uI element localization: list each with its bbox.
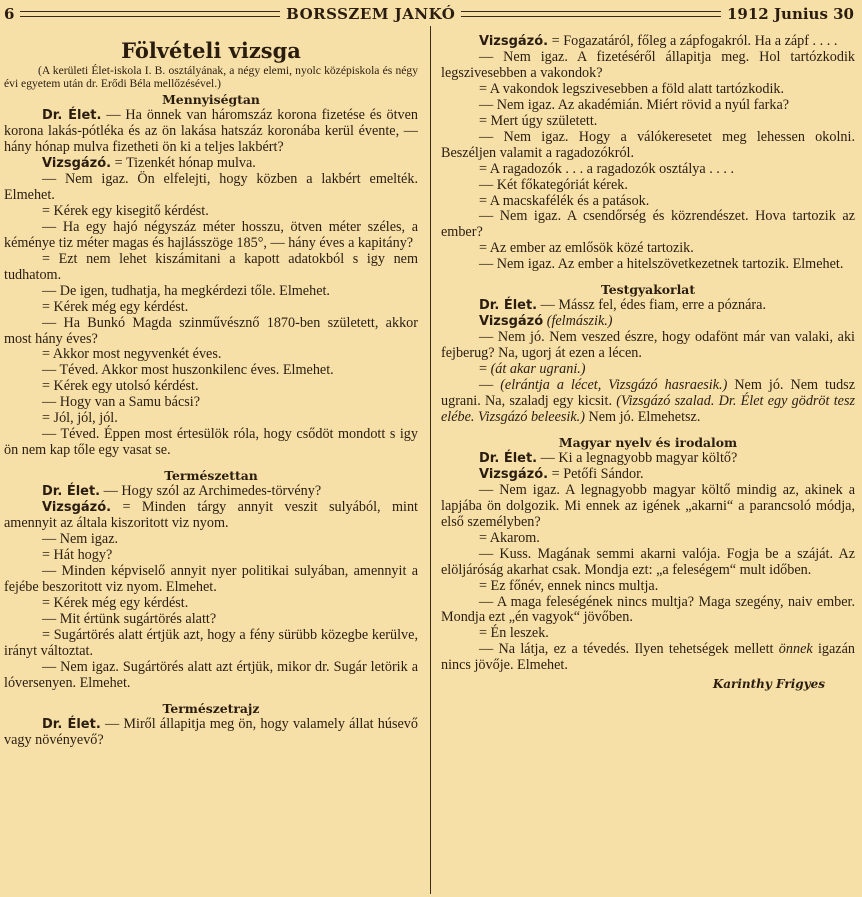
- header-rule-right: [461, 11, 721, 17]
- dialogue-line: = Én leszek.: [479, 625, 549, 642]
- speaker-examiner: Dr. Élet.: [42, 108, 102, 124]
- speaker-examinee: Vizsgázó.: [42, 156, 112, 172]
- dialogue-line: — Mit értünk sugártörés alatt?: [42, 610, 217, 627]
- dialogue-line: Vizsgázó. = Petőfi Sándor.: [479, 465, 644, 482]
- dialogue-line: — Nem igaz. Ön elfelejti, hogy közben a lakbért emelték. Elmehet.: [4, 171, 418, 203]
- section-heading-magyar-nyelv: Magyar nyelv és irodalom: [558, 434, 738, 450]
- article-title: Fölvételi vizsga: [121, 38, 301, 63]
- speaker-examinee: Vizsgázó.: [479, 466, 549, 482]
- dialogue-line: = A vakondok legszivesebben a föld alatt tartózkodik.: [479, 80, 785, 97]
- dialogue-line: — Nem igaz.: [42, 531, 119, 548]
- speaker-examiner: Dr. Élet.: [42, 716, 101, 732]
- masthead: BORSSZEM JANKÓ: [286, 5, 456, 23]
- dialogue-line: = Kérek még egy kérdést.: [42, 298, 189, 315]
- dialogue-line: = Ez főnév, ennek nincs multja.: [479, 577, 659, 594]
- dialogue-line: = Hát hogy?: [42, 546, 113, 563]
- dialogue-line: = Kérek még egy kérdést.: [42, 594, 189, 611]
- section-heading-termeszettan: Természettan: [164, 468, 258, 484]
- dialogue-line: — Hogy van a Samu bácsi?: [42, 394, 200, 411]
- dialogue-line: Vizsgázó. = Fogazatáról, főleg a zápfogakról. Ha a zápf . . . .: [479, 33, 838, 49]
- page-header: [0, 4, 862, 24]
- dialogue-line: Dr. Élet. — Miről állapitja meg ön, hogy valamely állat húsevő vagy növényevő?: [4, 715, 418, 748]
- dialogue-line: — Nem igaz. A legnagyobb magyar költő mindig az, akinek a lapjába ön dolgozik. Mi ennek az igének „akarni“ a parancsoló módja, első személyben?: [441, 481, 855, 530]
- dialogue-line: Dr. Élet. — Ha önnek van háromszáz korona fizetése és ötven korona lakás-pótléka és az ön lakása hatszáz koronába kerül évente, — hány hónap mulva fizetheti ön ki a teljes lakbért?: [4, 107, 418, 156]
- speaker-examiner: Dr. Élet.: [42, 484, 101, 500]
- section-heading-testgyakorlat: Testgyakorlat: [600, 282, 696, 298]
- dialogue-line: = Az ember az emlősök közé tartozik.: [479, 240, 694, 257]
- article-subtitle: (A kerületi Élet-iskola I. B. osztályának, a négy elemi, nyolc középiskola és négy évi egyetem után dr. Erődi Béla mellőzésével.): [4, 64, 418, 90]
- column-divider: [430, 26, 431, 894]
- dialogue-line: — Kuss. Magának semmi akarni valója. Fogja be a száját. Az elöljáróság akarhat csak. Mondja ezt: „a feleségem“ mult időben.: [441, 545, 855, 578]
- dialogue-line: — Nem igaz. Az ember a hitelszövetkezetnek tartozik. Elmehet.: [479, 256, 844, 273]
- dialogue-line: — Nem igaz. A fizetéséről állapitja meg. Hol tartózkodik legszivesebben a vakondok?: [441, 48, 855, 81]
- dialogue-line: — Két főkategóriát kérek.: [479, 176, 628, 193]
- dialogue-line: — (elrántja a lécet, Vizsgázó hasraesik.) Nem jó. Nem tudsz ugrani. Na, szaladj egy kicsit. (Vizsgázó szalad. Dr. Élet egy gödröt tesz elébe. Vizsgázó beleesik.) Nem jó. Elmehetsz.: [441, 377, 855, 425]
- header-rule-left: [20, 11, 280, 17]
- dialogue-line: — Minden képviselő annyit nyer politikai sulyában, amennyit a fejébe beszoritott viz nyom. Elmehet.: [4, 562, 418, 595]
- dialogue-line: — A maga feleségének nincs multja? Maga szegény, naiv ember. Mondja ezt „én vagyok“ jövőben.: [441, 593, 855, 626]
- dialogue-line: = Mert úgy született.: [479, 112, 598, 129]
- dialogue-line: = Ezt nem lehet kiszámitani a kapott adatokból s igy nem tudhatom.: [4, 250, 418, 283]
- dialogue-line: = Kérek egy kisegitő kérdést.: [42, 202, 209, 219]
- right-column: [441, 34, 855, 895]
- dialogue-line: — Ha egy hajó négyszáz méter hosszu, ötven méter széles, a kéménye tiz méter magas és hajlásszöge 185°, — hány éves a kapitány?: [4, 218, 418, 251]
- dialogue-line: Vizsgázó. = Tizenkét hónap mulva.: [42, 155, 256, 172]
- dialogue-line: — De igen, tudhatja, ha megkérdezi tőle. Elmehet.: [42, 282, 330, 299]
- dialogue-line: — Nem jó. Nem veszed észre, hogy odafönt már van valaki, aki fejberug? Na, ugorj át ezen a lécen.: [441, 329, 855, 362]
- speaker-examinee: Vizsgázó.: [42, 500, 112, 516]
- speaker-examiner: Dr. Élet.: [479, 298, 538, 314]
- dialogue-line: = Sugártörés alatt értjük azt, hogy a fény sürübb közegbe kerülve, irányt változtat.: [4, 626, 418, 659]
- dialogue-line: — Téved. Éppen most értesülök róla, hogy csődöt mondott s igy ön nem kap tőle egy vasat se.: [4, 426, 418, 459]
- dialogue-line: Vizsgázó (felmászik.): [479, 313, 613, 330]
- dialogue-line: — Nem igaz. Hogy a válókeresetet meg lehessen okolni. Beszéljen valamit a ragadozókról.: [441, 128, 855, 161]
- section-heading-termeszetrajz: Természetrajz: [162, 700, 260, 716]
- left-column: [4, 34, 418, 895]
- dialogue-line: = Jól, jól, jól.: [42, 410, 118, 427]
- dialogue-line: = Akkor most negyvenkét éves.: [42, 346, 222, 363]
- dialogue-line: — Nem igaz. Sugártörés alatt azt értjük, mikor dr. Sugár letörik a lóversenyen. Elmehet.: [4, 658, 418, 691]
- dialogue-line: = (át akar ugrani.): [479, 361, 586, 378]
- speaker-examinee: Vizsgázó: [479, 314, 544, 330]
- dialogue-line: Dr. Élet. — Ki a legnagyobb magyar költő?: [479, 449, 738, 466]
- dialogue-line: = Kérek egy utolsó kérdést.: [42, 378, 199, 395]
- dialogue-line: = A macskafélék és a patások.: [479, 192, 650, 209]
- dialogue-line: — Nem igaz. Az akadémián. Miért rövid a nyúl farka?: [479, 96, 790, 113]
- issue-date: 1912 Junius 30: [726, 5, 854, 23]
- page-number: 6: [4, 5, 15, 23]
- speaker-examinee: Vizsgázó.: [479, 34, 549, 49]
- speaker-examiner: Dr. Élet.: [479, 450, 538, 466]
- dialogue-line: — Ha Bunkó Magda szinművésznő 1870-ben született, akkor most hány éves?: [4, 314, 418, 347]
- author-signature: Karinthy Frigyes: [712, 677, 825, 692]
- dialogue-line: — Na látja, ez a tévedés. Ilyen tehetségek mellett önnek igazán nincs jövője. Elmehet.: [441, 641, 855, 674]
- dialogue-line: Dr. Élet. — Hogy szól az Archimedes-törvény?: [42, 483, 322, 500]
- dialogue-line: — Téved. Akkor most huszonkilenc éves. Elmehet.: [42, 362, 334, 379]
- dialogue-line: Vizsgázó. = Minden tárgy annyit veszit sulyából, mint amennyit az általa kiszoritott viz nyom.: [4, 499, 418, 532]
- dialogue-line: = Akarom.: [479, 529, 540, 546]
- section-heading-mennyisegtan: Mennyiségtan: [162, 92, 260, 108]
- dialogue-line: Dr. Élet. — Mássz fel, édes fiam, erre a póznára.: [479, 297, 766, 314]
- dialogue-line: = A ragadozók . . . a ragadozók osztálya . . . .: [479, 160, 735, 177]
- dialogue-line: — Nem igaz. A csendőrség és közrendészet. Hova tartozik az ember?: [441, 208, 855, 241]
